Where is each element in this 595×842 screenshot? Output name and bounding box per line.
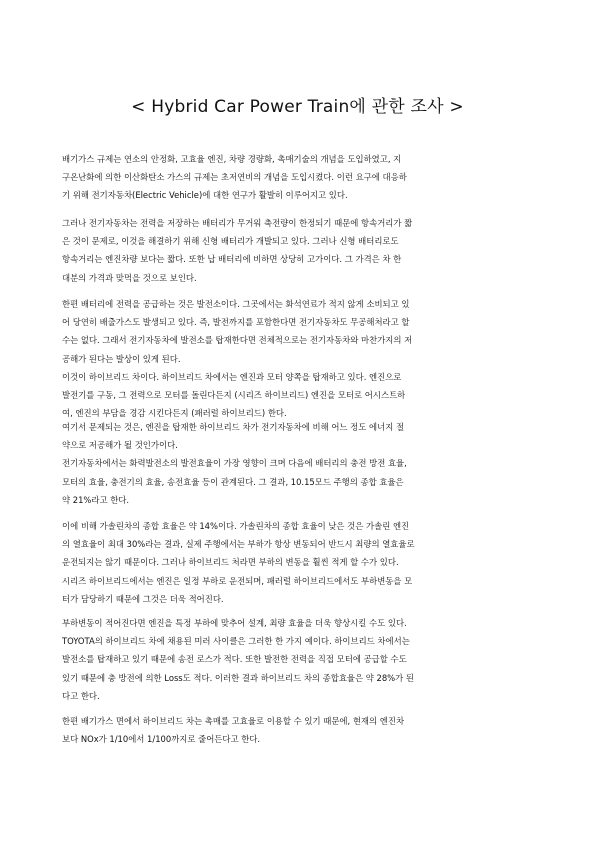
- paragraph-line: 이것이 하이브리드 차이다. 하이브리드 차에서는 엔진과 모터 양쪽을 탑재하고 있다. 엔진으로: [62, 371, 402, 382]
- paragraph-line: 약 21%라고 한다.: [62, 494, 130, 505]
- paragraph-line: 구온난화에 의한 이산화탄소 가스의 규제는 초저연비의 개념을 도입시켰다. 이런 요구에 대응하: [62, 172, 407, 183]
- paragraph-line: 그러나 전기자동차는 전력을 저장하는 배터리가 무거워 축전량이 한정되기 때문에 항속거리가 짧: [62, 218, 413, 228]
- paragraph-line: 수는 없다. 그래서 전기자동차에 발전소를 탑재한다면 전체적으로는 전기자동차와 마찬가지의 저: [62, 335, 413, 346]
- paragraph-line: 배기가스 규제는 연소의 안정화, 고효율 엔진, 차량 경량화, 촉매기술의 개념을 도입하였고, 지: [62, 154, 402, 164]
- paragraph-line: 시리즈 하이브리드에서는 엔진은 일정 부하로 운전되며, 패러럴 하이브리드에서도 부하변동을 모: [62, 575, 413, 586]
- paragraph-line: 발전소를 탑재하고 있기 때문에 송전 로스가 적다. 또한 발전한 전력을 직접 모터에 공급할 수도: [62, 654, 407, 665]
- paragraph-line: 모터의 효율, 충전기의 효율, 송전효율 등이 관계된다. 그 결과, 10.15모드 주행의 종합 효율은: [62, 476, 404, 487]
- paragraph-line: 있기 때문에 충 방전에 의한 Loss도 적다. 이러한 결과 하이브리드 차의 종합효율은 약 28%가 된: [62, 672, 414, 683]
- paragraph-line: 한편 배터리에 전력을 공급하는 것은 발전소이다. 그곳에서는 화석연료가 적지 않게 소비되고 있: [62, 299, 410, 309]
- paragraph-line: 발전기를 구동, 그 전력으로 모터를 돌린다든지 (시리즈 하이브리드) 엔진을 모터로 어시스트하: [62, 390, 406, 401]
- paragraph-hybrid-efficiency: [62, 614, 534, 705]
- paragraph-emission-regulation: [62, 150, 534, 205]
- paragraph-line: 부하변동이 적어진다면 엔진을 특정 부하에 맞추어 설계, 최량 효율을 더욱 향상시킬 수도 있다.: [62, 618, 407, 628]
- paragraph-line: 의 열효율이 최대 30%라는 결과, 실제 주행에서는 부하가 항상 변동되어 반드시 최량의 열효율로: [62, 539, 415, 550]
- paragraph-line: 기 위해 전기자동차(Electric Vehicle)에 대한 연구가 활발히 이루어지고 있다.: [62, 190, 348, 201]
- paragraph-line: 여기서 문제되는 것은, 엔진을 탑재한 하이브리드 차가 전기자동차에 비해 어느 정도 에너지 절: [62, 422, 405, 432]
- paragraph-ev-battery: [62, 214, 534, 287]
- paragraph-line: 다고 한다.: [62, 690, 100, 701]
- paragraph-line: 전기자동차에서는 화력발전소의 발전효율이 가장 영향이 크며 다음에 배터리의 충전 방전 효율,: [62, 458, 407, 469]
- paragraph-power-plant: [62, 295, 534, 422]
- paragraph-line: 어 당연히 배출가스도 발생되고 있다. 즉, 발전까지를 포함한다면 전기자동차도 무공해처라고 할: [62, 317, 410, 328]
- paragraph-line: 터가 담당하기 때문에 그것은 더욱 적어진다.: [62, 593, 224, 604]
- paragraph-line: 약으로 저공해가 될 것인가이다.: [62, 440, 178, 451]
- paragraph-line: 이에 비해 가솔린차의 종합 효율은 약 14%이다. 가솔린차의 종합 효율이 낮은 것은 가솔린 엔진: [62, 521, 410, 531]
- paragraph-line: 한편 배기가스 면에서 하이브리드 차는 촉매를 고효율로 이용할 수 있기 때문에, 현재의 엔진차: [62, 716, 405, 726]
- paragraph-line: 공해가 된다는 발상이 있게 된다.: [62, 353, 181, 364]
- paragraph-nox-emission: [62, 712, 534, 748]
- paragraph-line: TOYOTA의 하이브리드 차에 채용된 미러 사이클은 그러한 한 가지 예이다. 하이브리드 차에서는: [62, 636, 410, 647]
- paragraph-line: 여, 엔진의 부담을 경감 시킨다든지 (패러럴 하이브리드) 한다.: [62, 408, 287, 419]
- paragraph-gasoline-efficiency: [62, 517, 534, 608]
- paragraph-line: 보다 NOx가 1/10에서 1/100까지로 줄어든다고 한다.: [62, 734, 261, 745]
- paragraph-ev-efficiency: [62, 418, 534, 509]
- document-title: < Hybrid Car Power Train에 관한 조사 >: [131, 97, 464, 117]
- paragraph-line: 대분의 가격과 맞먹을 것으로 보인다.: [62, 272, 197, 283]
- paragraph-line: 은 것이 문제로, 이것을 해결하기 위해 신형 배터리가 개발되고 있다. 그러나 신형 배터리로도: [62, 236, 399, 247]
- paragraph-line: 운전되지는 않기 때문이다. 그러나 하이브리드 처라면 부하의 변동을 훨씬 적게 할 수가 있다.: [62, 557, 399, 568]
- paragraph-line: 항속거리는 엔진차량 보다는 짧다. 또한 납 배터리에 비하면 상당히 고가이다. 그 가격은 차 한: [62, 254, 402, 265]
